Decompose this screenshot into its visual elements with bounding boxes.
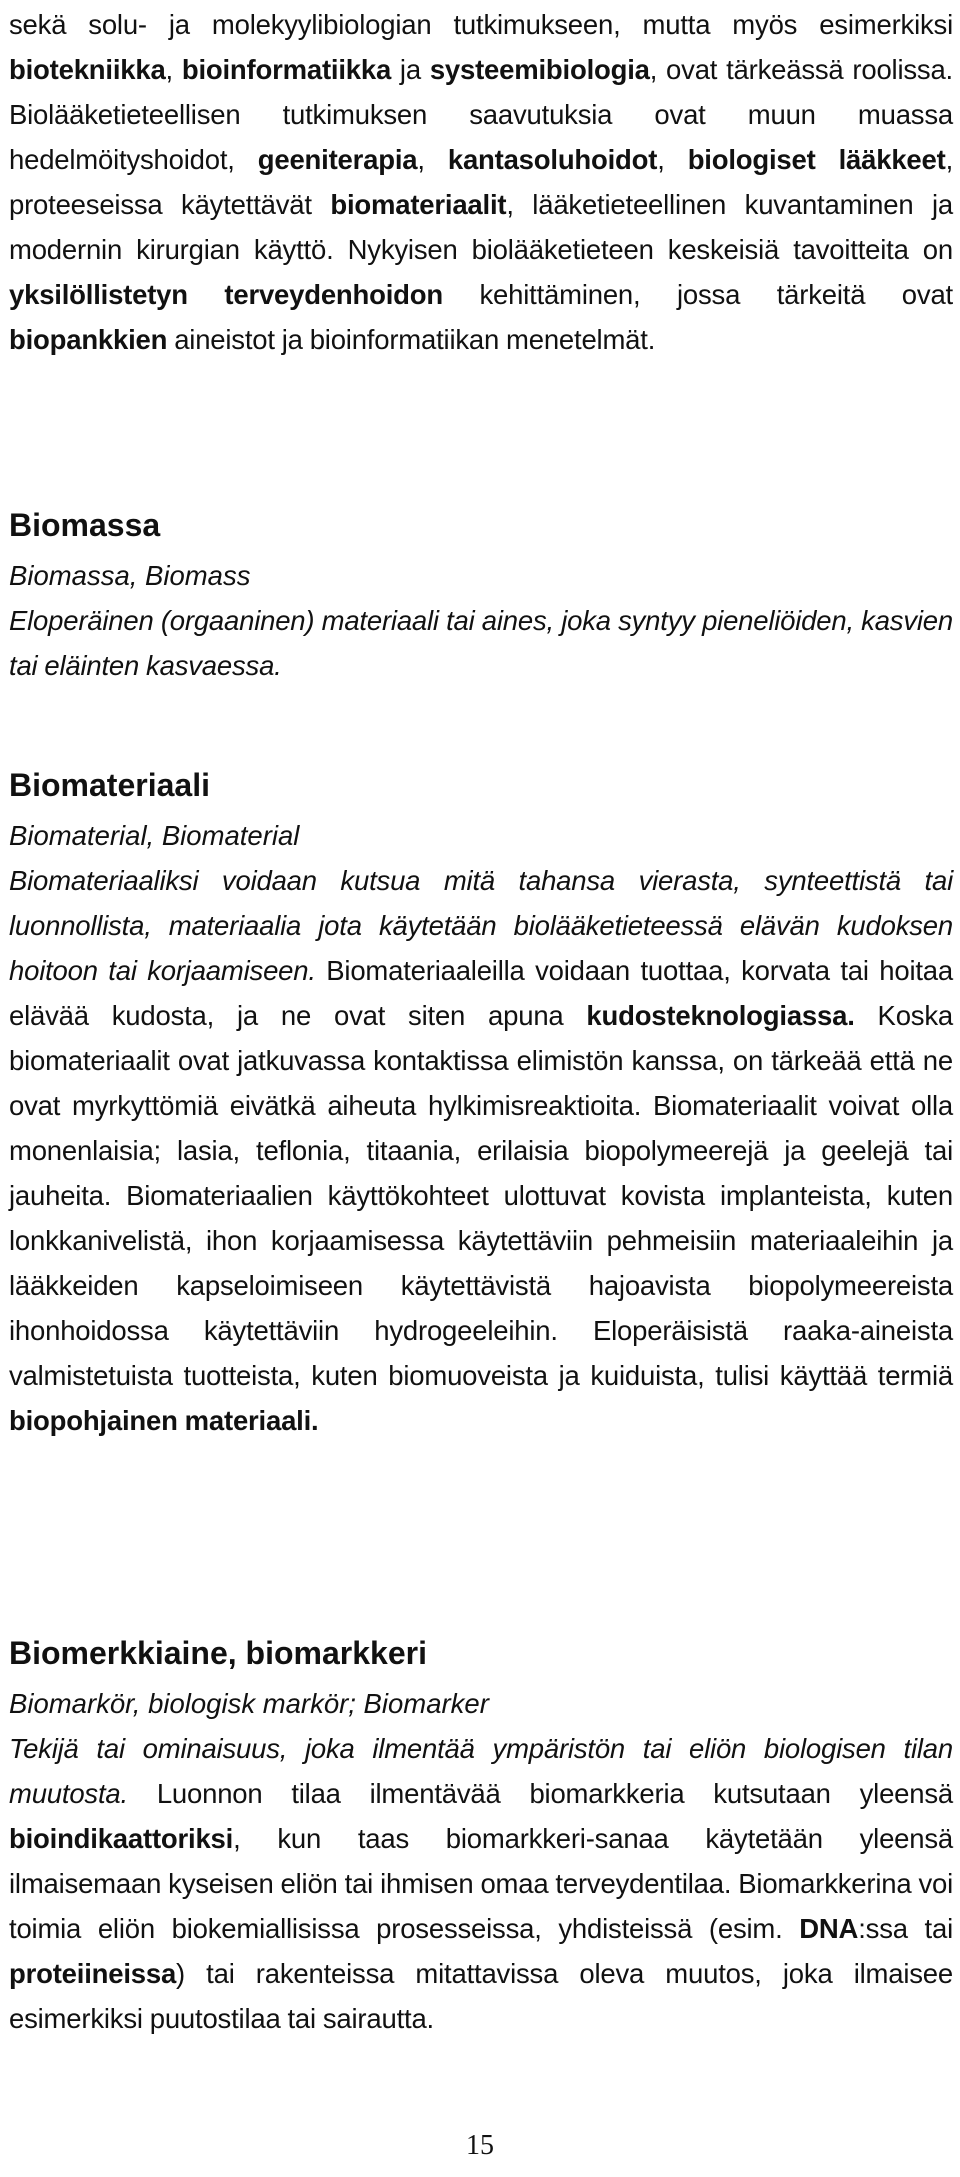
italic-definition: Tekijä tai ominaisuus, joka ilmentää ympäristön tai eliön biologisen tilan muutosta.	[9, 1733, 953, 1809]
bold-term: geeniterapia	[257, 144, 418, 175]
bold-term: biologiset lääkkeet	[687, 144, 946, 175]
entry-translation: Biomassa, Biomass	[9, 560, 251, 591]
text-run: ja	[391, 54, 430, 85]
text-run: :ssa tai	[858, 1913, 953, 1944]
entry-heading: Biomateriaali	[9, 767, 210, 803]
entry-definition	[9, 1726, 953, 2041]
bold-term: yksilöllistetyn terveydenhoidon	[9, 279, 443, 310]
entry-biomerkkiaine	[9, 1629, 953, 2041]
text-run: Biomateriaaleilla voidaan tuottaa, korvata tai hoitaa elävää kudosta, ja ne ovat siten apuna	[9, 955, 953, 1031]
text-run: ,	[165, 54, 182, 85]
text-run: ,	[657, 144, 688, 175]
text-run: aineistot ja bioinformatiikan menetelmät.	[167, 324, 656, 355]
intro-paragraph	[9, 2, 953, 362]
text-run: ) tai rakenteissa mitattavissa oleva muutos, joka ilmaisee esimerkiksi puutostilaa tai sairautta.	[9, 1958, 953, 2034]
entry-definition	[9, 858, 953, 1443]
text-run: , ovat tärkeässä roolissa. Biolääketieteellisen tutkimuksen saavutuksia ovat muun muassa hedelmöityshoidot,	[9, 54, 953, 175]
text-run: Koska biomateriaalit ovat jatkuvassa kontaktissa elimistön kanssa, on tärkeää että ne ovat myrkyttömiä eivätkä aiheuta hylkimisreaktioita. Biomateriaalit voivat olla monenlaisia; lasia, teflonia, titaania, erilaisia biopolymeerejä ja geelejä tai jauheita. Biomateriaalien käyttökohteet ulottuvat kovista implanteista, kuten lonkkanivelistä, ihon korjaamisessa käytettäviin pehmeisiin materiaaleihin ja lääkkeiden kapseloimiseen käytettävistä hajoavista biopolymeereista ihonhoidossa käytettäviin hydrogeeleihin. Eloperäisistä raaka-aineista valmistetuista tuotteista, kuten biomuoveista ja kuiduista, tulisi käyttää termiä	[9, 1000, 953, 1391]
entry-biomassa	[9, 501, 953, 688]
bold-term: systeemibiologia	[429, 54, 650, 85]
text-run: ,	[417, 144, 448, 175]
bold-term: bioinformatiikka	[181, 54, 392, 85]
text-run: , lääketieteellinen kuvantaminen ja modernin kirurgian käyttö. Nykyisen biolääketieteen keskeisiä tavoitteita on	[9, 189, 953, 265]
bold-term: kantasoluhoidot	[447, 144, 658, 175]
italic-definition: Eloperäinen (orgaaninen) materiaali tai aines, joka syntyy pieneliöiden, kasvien tai eläinten kasvaessa.	[9, 605, 953, 681]
page-number: 15	[466, 2130, 494, 2161]
entry-translation: Biomarkör, biologisk markör; Biomarker	[9, 1688, 489, 1719]
text-run: , proteeseissa käytettävät	[9, 144, 954, 220]
italic-definition: Biomateriaaliksi voidaan kutsua mitä tahansa vierasta, synteettistä tai luonnollista, materiaalia jota käytetään biolääketieteessä elävän kudoksen hoitoon tai korjaamiseen.	[9, 865, 953, 986]
bold-term: bioindikaattoriksi	[9, 1823, 234, 1854]
text-run: sekä solu- ja molekyylibiologian tutkimukseen, mutta myös esimerkiksi	[9, 9, 953, 40]
entry-biomateriaali	[9, 761, 953, 1443]
bold-term: biotekniikka	[9, 54, 166, 85]
bold-term: biopankkien	[9, 324, 168, 355]
entry-heading: Biomerkkiaine, biomarkkeri	[9, 1635, 427, 1671]
bold-term: biopohjainen materiaali.	[9, 1405, 319, 1436]
bold-term: proteiineissa	[9, 1958, 177, 1989]
bold-term: kudosteknologiassa.	[586, 1000, 855, 1031]
bold-term: biomateriaalit	[330, 189, 507, 220]
entry-heading: Biomassa	[9, 507, 161, 543]
text-run: , kun taas biomarkkeri-sanaa käytetään yleensä ilmaisemaan kyseisen eliön tai ihmisen omaa terveydentilaa. Biomarkkerina voi toimia eliön biokemiallisissa prosesseissa, yhdisteissä (esim.	[9, 1823, 953, 1944]
entry-definition	[9, 598, 953, 688]
entry-translation: Biomaterial, Biomaterial	[9, 820, 300, 851]
text-run: Luonnon tilaa ilmentävää biomarkkeria kutsutaan yleensä	[127, 1778, 953, 1809]
text-run: kehittäminen, jossa tärkeitä ovat	[442, 279, 953, 310]
bold-term: DNA	[799, 1913, 859, 1944]
